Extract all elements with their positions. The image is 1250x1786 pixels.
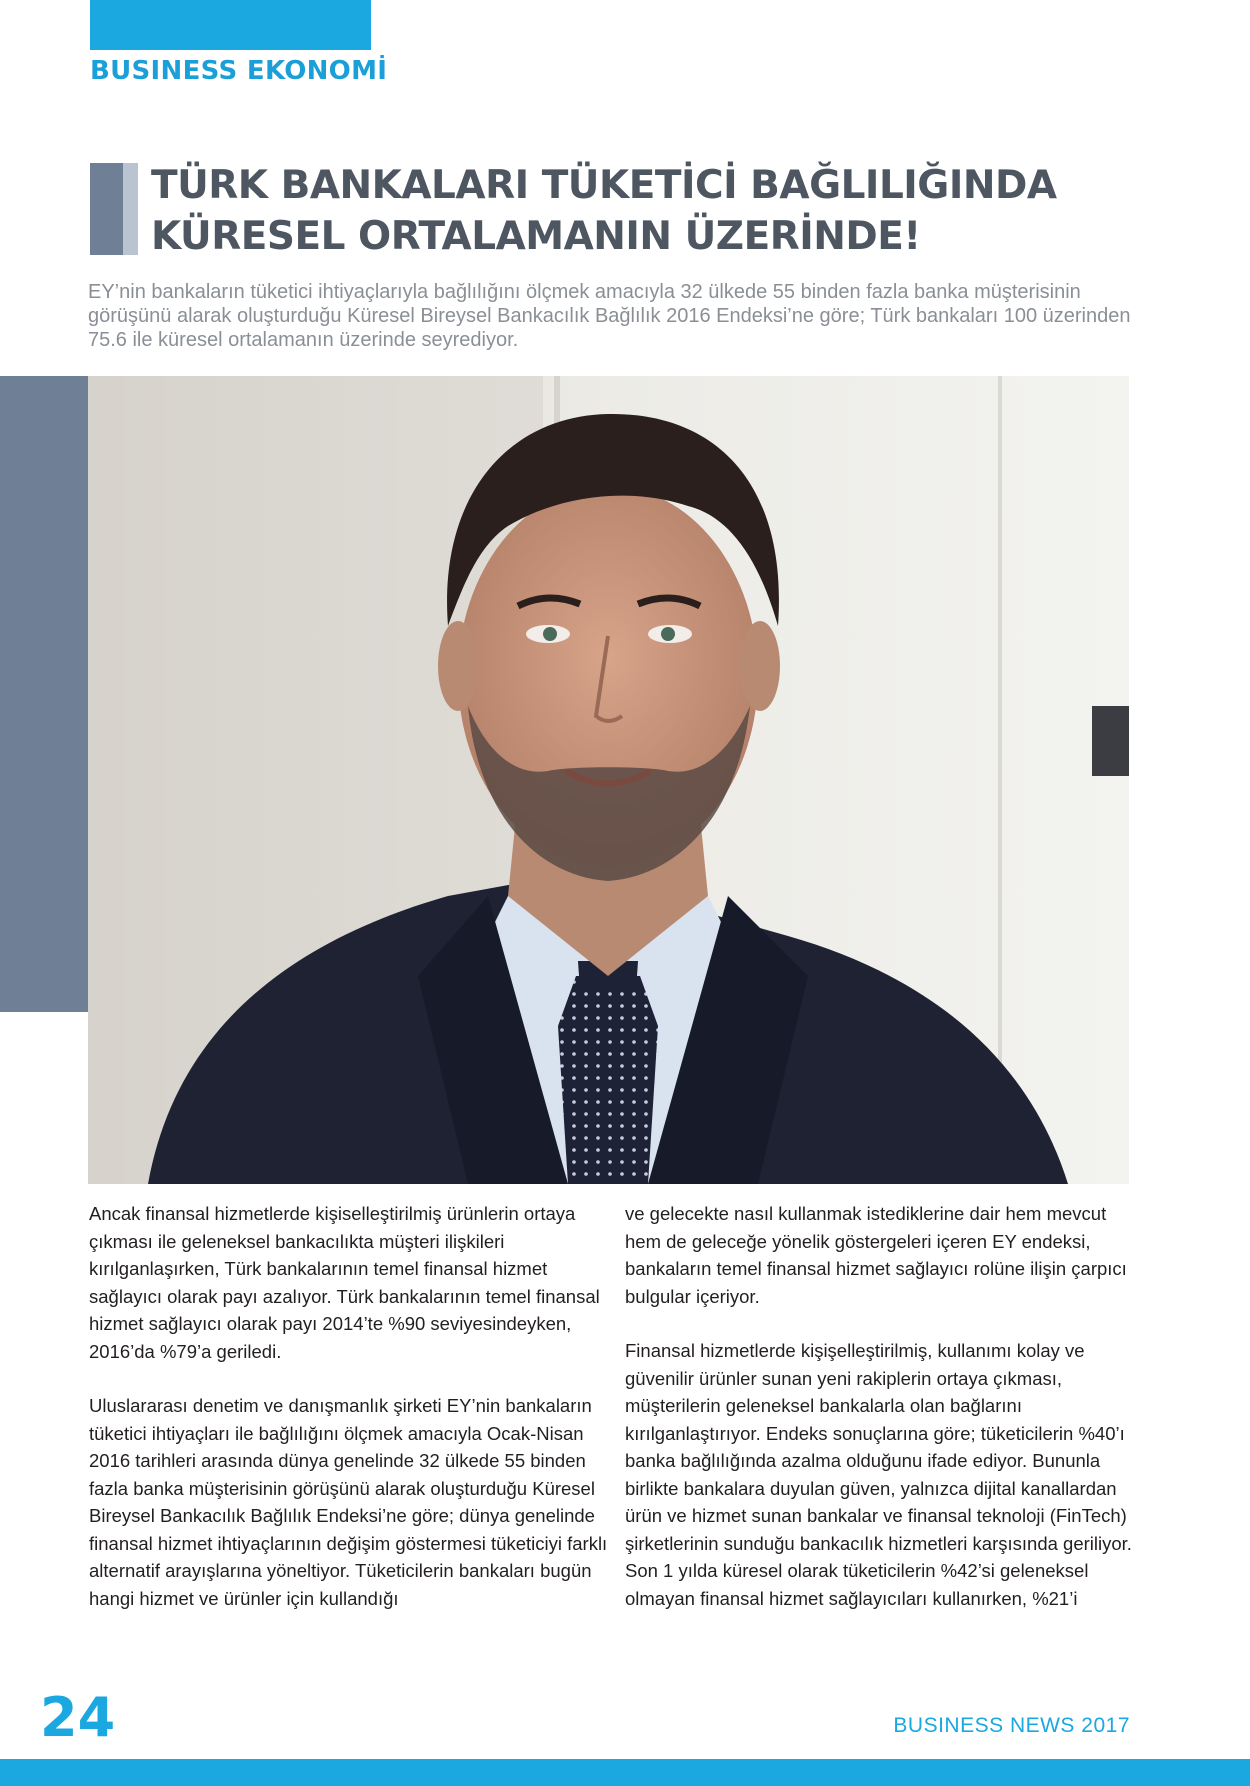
title-accent-bar-light: [123, 163, 138, 255]
section-color-block: [90, 0, 371, 50]
article-column-right: [625, 1200, 1145, 1639]
side-color-panel: [0, 376, 88, 1012]
publication-title: BUSINESS NEWS 2017: [893, 1714, 1130, 1737]
paragraph: Ancak finansal hizmetlerde kişiselleştirilmiş ürünlerin ortaya çıkması ile geleneksel bankacılıkta müşteri ilişkileri kırılganlaşırken, Türk bankalarının temel finansal hizmet sağlayıcı olarak payı azalıyor. Türk bankalarının temel finansal hizmet sağlayıcı olarak payı 2014’te %90 seviyesindeyken, 2016’da %79’a geriledi.: [89, 1203, 600, 1362]
title-accent-bar: [90, 163, 123, 255]
paragraph: Finansal hizmetlerde kişişelleştirilmiş, kullanımı kolay ve güvenilir ürünler sunan yeni rakiplerin ortaya çıkması, müşterilerin geleneksel bankalarla olan bağlarını kırılganlaştırıyor. Endeks sonuçlarına göre; tüketicilerin %40’ı banka bağlılığında azalma olduğunu ifade ediyor. Bununla birlikte bankalara duyulan güven, yalnızca dijital kanallardan ürün ve hizmet sunan bankalar ve finansal teknoloji (FinTech) şirketlerinin sunduğu bankacılık hizmetleri karşısında geriliyor. Son 1 yılda küresel olarak tüketicilerin %42’si geleneksel olmayan finansal hizmet sağlayıcıları kullanırken, %21’i: [625, 1340, 1132, 1609]
article-title: [151, 160, 1151, 262]
page-number: 24: [40, 1686, 116, 1749]
paragraph: Uluslararası denetim ve danışmanlık şirketi EY’nin bankaların tüketici ihtiyaçları ile bağlılığını ölçmek amacıyla Ocak-Nisan 2016 tarihleri arasında dünya genelinde 32 ülkede 55 binden fazla banka müşterisinin görüşünü alarak oluşturduğu Küresel Bireysel Bankacılık Bağlılık Endeksi’ne göre; dünya genelinde finansal hizmet ihtiyaçlarının değişim göstermesi tüketiciyi farklı alternatif arayışlarına yöneltiyor. Tüketicilerin bankaları bugün hangi hizmet ve ürünler için kullandığı: [89, 1395, 608, 1609]
article-column-left: [89, 1200, 609, 1639]
article-lede: EY’nin bankaların tüketici ihtiyaçlarıyla bağlılığını ölçmek amacıyla 32 ülkede 55 binden fazla banka müşterisinin görüşünü alarak oluşturduğu Küresel Bireysel Bankacılık Bağlılık 2016 Endeksi’ne göre; Türk bankaları 100 üzerinden 75.6 ile küresel ortalamanın üzerinde seyrediyor.: [88, 281, 1131, 351]
paragraph: ve gelecekte nasıl kullanmak istediklerine dair hem mevcut hem de geleceğe yönelik göstergeleri içeren EY endeksi, bankaların temel finansal hizmet sağlayıcı rolüne ilişin çarpıcı bulgular içeriyor.: [625, 1203, 1127, 1307]
portrait-photo: [88, 376, 1129, 1184]
article-title-line-2: KÜRESEL ORTALAMANIN ÜZERİNDE!: [151, 214, 921, 259]
section-label: BUSINESS EKONOMİ: [90, 56, 388, 86]
article-title-line-1: TÜRK BANKALARI TÜKETİCİ BAĞLILIĞINDA: [151, 163, 1057, 208]
footer-color-bar: [0, 1759, 1250, 1786]
